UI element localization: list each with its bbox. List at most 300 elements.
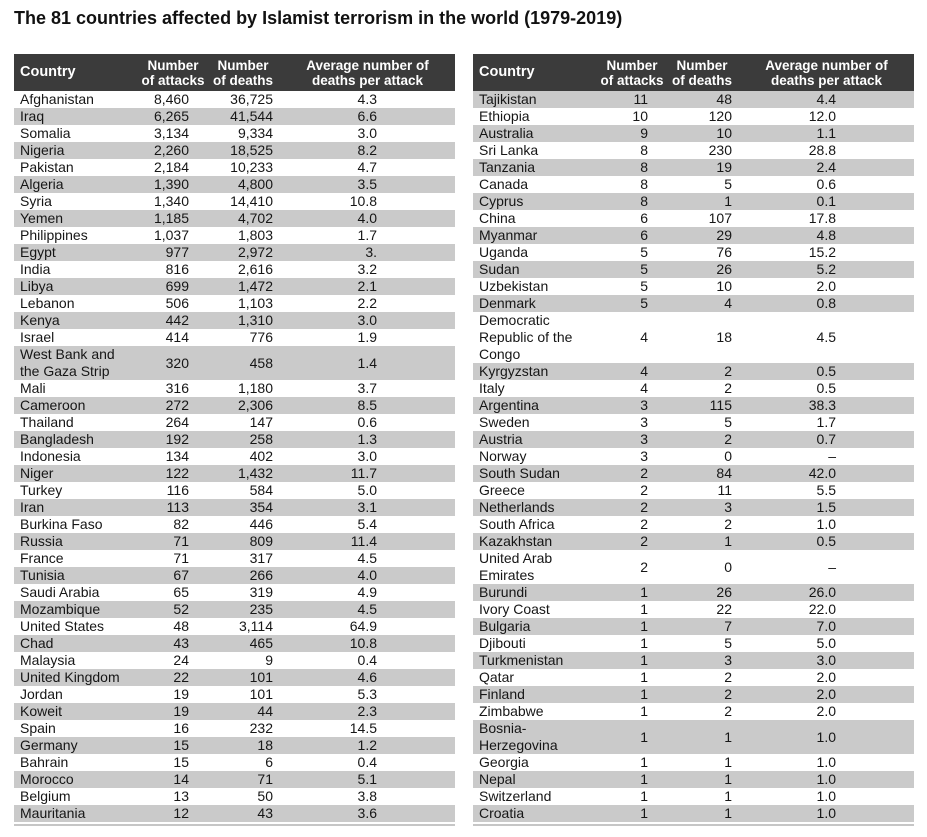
cell-attacks: 14: [173, 771, 189, 787]
cell-deaths: 14,410: [230, 193, 273, 209]
table-row: [14, 227, 455, 244]
cell-country: Afghanistan: [20, 91, 94, 107]
cell-avg: 3.0: [357, 312, 377, 328]
cell-avg: 1.9: [357, 329, 377, 345]
table-row: [473, 261, 914, 278]
table-row: [14, 397, 455, 414]
cell-deaths: 10: [716, 278, 732, 294]
cell-attacks: 19: [173, 703, 189, 719]
col-header-country-label: Country: [479, 64, 535, 80]
cell-country: Cameroon: [20, 397, 86, 413]
col-header-deaths: [206, 54, 280, 91]
cell-deaths: 7: [724, 618, 732, 634]
cell-attacks: 82: [173, 516, 189, 532]
cell-deaths: 2: [724, 431, 732, 447]
cell-attacks: 1,340: [153, 193, 189, 209]
cell-avg: 3.2: [357, 261, 377, 277]
cell-attacks: 1: [640, 601, 648, 617]
table-row: [473, 516, 914, 533]
table-row: [473, 193, 914, 210]
cell-avg: 7.0: [816, 618, 836, 634]
table-row: [14, 244, 455, 261]
cell-deaths: 1,103: [237, 295, 273, 311]
table-row: [14, 346, 455, 380]
cell-deaths: 10,233: [230, 159, 273, 175]
table-row: [473, 210, 914, 227]
cell-deaths: 11: [717, 482, 732, 498]
col-header-average-line1: Average number of: [306, 57, 429, 73]
table-row: [14, 618, 455, 635]
cell-country: Germany: [20, 737, 78, 753]
cell-deaths: 18,525: [230, 142, 273, 158]
cell-attacks: 48: [173, 618, 189, 634]
table-row: [14, 788, 455, 805]
cell-country: Libya: [20, 278, 54, 294]
cell-deaths: 1: [724, 193, 732, 209]
cell-attacks: 122: [165, 465, 189, 481]
table-row: [14, 652, 455, 669]
cell-deaths: 9,334: [237, 125, 273, 141]
table-row: [473, 771, 914, 788]
table-row: [473, 244, 914, 261]
table-row: [14, 754, 455, 771]
cell-deaths: 29: [716, 227, 732, 243]
table-row: [473, 533, 914, 550]
cell-deaths: 232: [249, 720, 273, 736]
cell-deaths: 107: [708, 210, 732, 226]
cell-deaths: 26: [716, 261, 732, 277]
col-header-attacks-line2: of attacks: [141, 72, 205, 88]
col-header-deaths-line1: Number: [676, 57, 728, 73]
cell-deaths: 50: [257, 788, 273, 804]
table-row: [14, 533, 455, 550]
cell-deaths: 1: [724, 754, 732, 770]
cell-avg: 5.0: [816, 635, 836, 651]
cell-country: Chad: [20, 635, 54, 651]
cell-attacks: 2,184: [153, 159, 189, 175]
cell-deaths: 18: [716, 329, 732, 345]
cell-deaths: 465: [249, 635, 273, 651]
cell-avg: –: [828, 448, 836, 464]
table-row: [14, 329, 455, 346]
cell-avg: 2.0: [816, 703, 836, 719]
cell-attacks: 2: [640, 465, 648, 481]
cell-country: Sudan: [479, 261, 520, 277]
cell-country: Bulgaria: [479, 618, 531, 634]
table-row: [14, 159, 455, 176]
table-row: [473, 550, 914, 584]
cell-attacks: 71: [173, 550, 189, 566]
cell-avg: 0.7: [816, 431, 836, 447]
cell-country: Canada: [479, 176, 529, 192]
cell-deaths: 354: [249, 499, 273, 515]
table-row: [473, 91, 914, 108]
cell-attacks: 67: [173, 567, 189, 583]
col-header-deaths-line1: Number: [217, 57, 269, 73]
cell-attacks: 19: [173, 686, 189, 702]
cell-country: Austria: [479, 431, 523, 447]
cell-avg: 4.4: [816, 91, 836, 107]
cell-deaths: 2: [724, 516, 732, 532]
cell-deaths: 71: [257, 771, 273, 787]
cell-country: Turkmenistan: [479, 652, 564, 668]
cell-country: Philippines: [20, 227, 88, 243]
cell-attacks: 52: [173, 601, 189, 617]
table-body-right: [473, 91, 914, 822]
cell-avg: 4.7: [357, 159, 377, 175]
cell-avg: 15.2: [808, 244, 836, 260]
cell-attacks: 8: [640, 176, 648, 192]
cell-avg: 2.4: [816, 159, 836, 175]
cell-country: Burundi: [479, 584, 528, 600]
cell-avg: 5.5: [816, 482, 836, 498]
cell-deaths: 41,544: [230, 108, 273, 124]
cell-country: Bosnia-Herzegovina: [479, 720, 558, 753]
cell-deaths: 1,472: [237, 278, 273, 294]
cell-deaths: 230: [708, 142, 732, 158]
table-bottom-rule: [14, 824, 455, 826]
cell-country: Israel: [20, 329, 55, 345]
cell-avg: 0.5: [816, 363, 836, 379]
cell-attacks: 320: [165, 354, 189, 371]
cell-attacks: 3: [640, 397, 648, 413]
cell-attacks: 1: [640, 618, 648, 634]
table-row: [14, 601, 455, 618]
cell-avg: 1.5: [816, 499, 836, 515]
table-row: [473, 227, 914, 244]
cell-attacks: 3: [640, 448, 648, 464]
cell-avg: 1.0: [816, 754, 836, 770]
cell-deaths: 776: [249, 329, 273, 345]
cell-country: Sri Lanka: [479, 142, 539, 158]
cell-attacks: 9: [640, 125, 648, 141]
cell-attacks: 8,460: [153, 91, 189, 107]
cell-country: Somalia: [20, 125, 71, 141]
table-row: [473, 414, 914, 431]
cell-deaths: 4,800: [237, 176, 273, 192]
cell-country: Australia: [479, 125, 534, 141]
cell-country: Syria: [20, 193, 52, 209]
cell-avg: 2.3: [357, 703, 377, 719]
table-row: [473, 703, 914, 720]
table-row: [473, 142, 914, 159]
table-row: [14, 380, 455, 397]
cell-country: Mozambique: [20, 601, 101, 617]
cell-attacks: 1: [640, 652, 648, 668]
cell-avg: 22.0: [808, 601, 836, 617]
cell-avg: 3.0: [357, 125, 377, 141]
table-row: [473, 363, 914, 380]
table-row: [473, 601, 914, 618]
table-row: [473, 482, 914, 499]
cell-deaths: 1,803: [237, 227, 273, 243]
cell-country: Egypt: [20, 244, 56, 260]
cell-country: Saudi Arabia: [20, 584, 100, 600]
cell-avg: 0.5: [816, 380, 836, 396]
cell-attacks: 10: [632, 108, 648, 124]
cell-deaths: 1: [724, 788, 732, 804]
table-row: [473, 805, 914, 822]
table-row: [14, 278, 455, 295]
cell-attacks: 4: [640, 329, 648, 345]
cell-country: Georgia: [479, 754, 529, 770]
cell-attacks: 65: [173, 584, 189, 600]
cell-attacks: 6: [640, 227, 648, 243]
cell-avg: 1.0: [816, 805, 836, 821]
cell-deaths: 6: [265, 754, 273, 770]
cell-attacks: 113: [166, 499, 189, 515]
cell-avg: 0.4: [357, 652, 377, 668]
cell-attacks: 2,260: [153, 142, 189, 158]
cell-attacks: 1,037: [153, 227, 189, 243]
table-body-left: [14, 91, 455, 822]
cell-deaths: 2: [724, 703, 732, 719]
cell-avg: 1.2: [357, 737, 377, 753]
table-bottom-rule: [473, 824, 914, 826]
cell-attacks: 506: [165, 295, 189, 311]
cell-avg: 38.3: [808, 397, 836, 413]
cell-deaths: 1: [724, 771, 732, 787]
cell-attacks: 2: [640, 482, 648, 498]
cell-avg: 4.0: [357, 567, 377, 583]
cell-avg: 0.8: [816, 295, 836, 311]
cell-country: Mali: [20, 380, 46, 396]
cell-country: Pakistan: [20, 159, 74, 175]
cell-deaths: 317: [249, 550, 273, 566]
cell-deaths: 19: [716, 159, 732, 175]
cell-deaths: 5: [724, 176, 732, 192]
table-header: [473, 54, 914, 91]
cell-deaths: 2,972: [237, 244, 273, 260]
col-header-average-line2: deaths per attack: [311, 72, 424, 88]
cell-avg: 3.1: [357, 499, 377, 515]
cell-avg: 3.7: [357, 380, 377, 396]
cell-country: Kyrgyzstan: [479, 363, 549, 379]
cell-attacks: 71: [173, 533, 189, 549]
table-header: [14, 54, 455, 91]
table-row: [14, 805, 455, 822]
cell-avg: 2.0: [816, 669, 836, 685]
cell-attacks: 1: [640, 805, 648, 821]
col-header-attacks-line2: of attacks: [600, 72, 664, 88]
cell-attacks: 116: [166, 482, 189, 498]
cell-attacks: 12: [173, 805, 189, 821]
table-row: [14, 91, 455, 108]
cell-country: Kazakhstan: [479, 533, 553, 549]
cell-deaths: 0: [724, 448, 732, 464]
cell-avg: 3.5: [357, 176, 377, 192]
cell-deaths: 584: [249, 482, 273, 498]
cell-avg: 2.2: [357, 295, 377, 311]
cell-attacks: 8: [640, 193, 648, 209]
cell-avg: 4.6: [357, 669, 377, 685]
cell-country: Nigeria: [20, 142, 65, 158]
table-row: [14, 448, 455, 465]
cell-attacks: 16: [173, 720, 189, 736]
table-row: [14, 686, 455, 703]
table-row: [14, 108, 455, 125]
table-row: [473, 295, 914, 312]
cell-attacks: 1: [640, 584, 648, 600]
table-row: [14, 482, 455, 499]
cell-deaths: 2: [724, 363, 732, 379]
cell-deaths: 5: [724, 635, 732, 651]
cell-avg: 14.5: [349, 720, 377, 736]
cell-avg: 64.9: [349, 618, 377, 634]
col-header-attacks: [599, 54, 665, 91]
cell-country: Russia: [20, 533, 63, 549]
cell-attacks: 3: [640, 431, 648, 447]
cell-deaths: 2: [724, 380, 732, 396]
cell-deaths: 101: [249, 686, 273, 702]
cell-deaths: 2,306: [237, 397, 273, 413]
cell-country: United States: [20, 618, 105, 634]
cell-attacks: 11: [633, 91, 648, 107]
cell-deaths: 1,180: [237, 380, 273, 396]
cell-attacks: 272: [165, 397, 189, 413]
cell-avg: 1.4: [357, 354, 377, 371]
cell-country: Croatia: [479, 805, 525, 821]
cell-attacks: 3: [640, 414, 648, 430]
cell-deaths: 4: [724, 295, 732, 311]
table-row: [473, 159, 914, 176]
cell-deaths: 1,310: [237, 312, 273, 328]
table-row: [14, 703, 455, 720]
table-row: [14, 414, 455, 431]
cell-avg: 4.5: [357, 550, 377, 566]
cell-deaths: 5: [724, 414, 732, 430]
cell-country: Kenya: [20, 312, 60, 328]
cell-avg: 2.0: [816, 686, 836, 702]
table-row: [14, 431, 455, 448]
cell-avg: 4.5: [816, 329, 836, 345]
col-header-average: [280, 54, 455, 91]
cell-attacks: 192: [165, 431, 189, 447]
table-row: [14, 499, 455, 516]
cell-attacks: 1: [640, 669, 648, 685]
col-header-average-line1: Average number of: [765, 57, 888, 73]
cell-attacks: 442: [165, 312, 189, 328]
cell-attacks: 4: [640, 380, 648, 396]
cell-country: Jordan: [20, 686, 63, 702]
cell-avg: 3.6: [357, 805, 377, 821]
cell-avg: 2.0: [816, 278, 836, 294]
cell-deaths: 1,432: [237, 465, 273, 481]
col-header-deaths-line2: of deaths: [671, 72, 732, 88]
cell-avg: 1.0: [816, 516, 836, 532]
table-row: [14, 176, 455, 193]
cell-avg: 5.0: [357, 482, 377, 498]
cell-deaths: 76: [716, 244, 732, 260]
cell-country: Qatar: [479, 669, 515, 685]
cell-country: Argentina: [479, 397, 539, 413]
cell-country: Iraq: [20, 108, 45, 124]
cell-deaths: 101: [249, 669, 273, 685]
cell-country: Tajikistan: [479, 91, 537, 107]
cell-attacks: 414: [165, 329, 189, 345]
col-header-average-line2: deaths per attack: [770, 72, 883, 88]
cell-avg: 0.6: [816, 176, 836, 192]
cell-avg: 11.4: [350, 533, 377, 549]
table-row: [473, 499, 914, 516]
table-row: [473, 669, 914, 686]
cell-country: Uganda: [479, 244, 529, 260]
cell-attacks: 1: [640, 754, 648, 770]
cell-attacks: 699: [165, 278, 189, 294]
cell-avg: 5.3: [357, 686, 377, 702]
cell-country: Yemen: [20, 210, 64, 226]
cell-deaths: 84: [716, 465, 732, 481]
cell-country: Belgium: [20, 788, 71, 804]
cell-country: Switzerland: [479, 788, 552, 804]
col-header-average: [739, 54, 914, 91]
cell-deaths: 115: [709, 397, 732, 413]
cell-avg: 4.8: [816, 227, 836, 243]
cell-deaths: 1: [724, 533, 732, 549]
cell-avg: 10.8: [349, 635, 377, 651]
page-title: The 81 countries affected by Islamist terrorism in the world (1979-2019): [14, 8, 623, 28]
cell-attacks: 4: [640, 363, 648, 379]
cell-deaths: 4,702: [237, 210, 273, 226]
table-row: [14, 193, 455, 210]
cell-country: Bahrain: [20, 754, 69, 770]
cell-attacks: 24: [173, 652, 189, 668]
cell-attacks: 134: [165, 448, 189, 464]
table-row: [473, 584, 914, 601]
cell-avg: 4.0: [357, 210, 377, 226]
cell-deaths: 147: [249, 414, 273, 430]
cell-deaths: 3,114: [239, 618, 273, 634]
table-row: [14, 516, 455, 533]
cell-country: India: [20, 261, 51, 277]
cell-country: Italy: [479, 380, 505, 396]
cell-attacks: 1,390: [153, 176, 189, 192]
col-header-attacks-line1: Number: [606, 57, 658, 73]
cell-country: Djibouti: [479, 635, 526, 651]
cell-country: Iran: [20, 499, 45, 515]
cell-attacks: 1: [640, 703, 648, 719]
table-row: [473, 652, 914, 669]
cell-country: Burkina Faso: [20, 516, 103, 532]
cell-deaths: 22: [716, 601, 732, 617]
cell-deaths: 2: [724, 669, 732, 685]
cell-country: Norway: [479, 448, 527, 464]
table-row: [473, 312, 914, 363]
cell-deaths: 2: [724, 686, 732, 702]
cell-attacks: 264: [165, 414, 189, 430]
cell-avg: 5.2: [816, 261, 836, 277]
cell-attacks: 8: [640, 142, 648, 158]
cell-deaths: 120: [708, 108, 732, 124]
table-row: [473, 754, 914, 771]
countries-table-right: [473, 54, 914, 826]
cell-country: Turkey: [20, 482, 63, 498]
cell-attacks: 6,265: [153, 108, 189, 124]
cell-deaths: 44: [257, 703, 273, 719]
cell-avg: 42.0: [808, 465, 836, 481]
cell-country: Koweit: [20, 703, 63, 719]
cell-attacks: 1: [640, 771, 648, 787]
col-header-country: [14, 54, 140, 91]
cell-attacks: 15: [173, 754, 189, 770]
cell-avg: 28.8: [808, 142, 836, 158]
cell-deaths: 10: [716, 125, 732, 141]
table-row: [14, 465, 455, 482]
cell-avg: 11.7: [350, 465, 377, 481]
cell-deaths: 2,616: [237, 261, 273, 277]
table-row: [473, 720, 914, 754]
table-row: [473, 635, 914, 652]
